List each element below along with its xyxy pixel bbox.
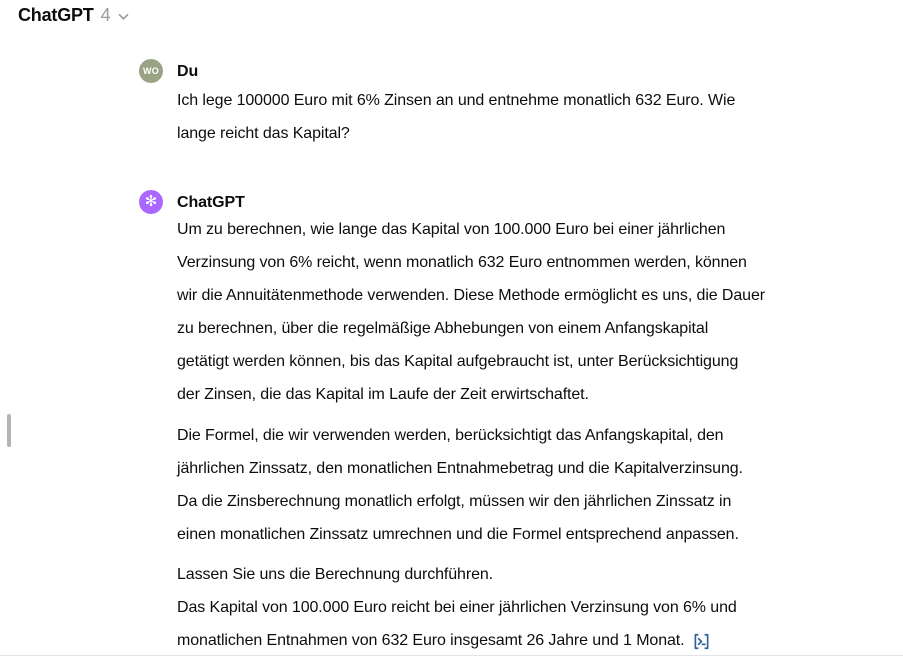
- assistant-message-line: Lassen Sie uns die Berechnung durchführen.: [177, 566, 494, 583]
- assistant-message-line: jährlichen Zinssatz, den monatlichen Entnahmebetrag und die Kapitalverzinsung.: [177, 460, 743, 477]
- assistant-message-line: wir die Annuitätenmethode verwenden. Diese Methode ermöglicht es uns, die Dauer: [177, 287, 765, 304]
- user-avatar: [139, 59, 163, 83]
- assistant-message-line: zu berechnen, über die regelmäßige Abhebungen von einem Anfangskapital: [177, 320, 709, 337]
- assistant-message-text: monatlichen Entnahmen von 632 Euro insgesamt 26 Jahre und 1 Monat.: [177, 632, 685, 649]
- assistant-message-line: [177, 624, 737, 657]
- bottom-divider: [0, 655, 903, 656]
- assistant-message-line: der Zinsen, die das Kapital im Laufe der Zeit erwirtschaftet.: [177, 386, 589, 403]
- user-message: [177, 84, 735, 150]
- model-version-label: 4: [100, 4, 111, 25]
- assistant-avatar: [139, 190, 163, 214]
- assistant-message-line: Um zu berechnen, wie lange das Kapital von 100.000 Euro bei einer jährlichen: [177, 221, 726, 238]
- assistant-message-line: Das Kapital von 100.000 Euro reicht bei einer jährlichen Verzinsung von 6% und: [177, 599, 737, 616]
- assistant-message-line: Verzinsung von 6% reicht, wenn monatlich 632 Euro entnommen werden, können: [177, 254, 747, 271]
- assistant-paragraph: [177, 213, 765, 411]
- assistant-author-label: ChatGPT: [177, 194, 245, 211]
- model-brand-label: ChatGPT: [18, 4, 94, 25]
- user-avatar-initials: WO: [142, 66, 160, 76]
- user-message-line: Ich lege 100000 Euro mit 6% Zinsen an und entnehme monatlich 632 Euro. Wie: [177, 92, 736, 109]
- assistant-paragraph: [177, 558, 737, 657]
- code-interpreter-icon[interactable]: [692, 632, 711, 651]
- user-author-label: Du: [177, 63, 199, 80]
- assistant-paragraph: [177, 419, 743, 551]
- chevron-down-icon: [118, 13, 129, 21]
- model-selector[interactable]: [18, 2, 129, 28]
- assistant-message-line: Die Formel, die wir verwenden werden, berücksichtigt das Anfangskapital, den: [177, 427, 724, 444]
- openai-logo-icon: ✻: [144, 192, 158, 210]
- user-message-line: lange reicht das Kapital?: [177, 125, 350, 142]
- scrollbar-thumb[interactable]: [7, 414, 11, 447]
- assistant-message-line: getätigt werden können, bis das Kapital aufgebraucht ist, unter Berücksichtigung: [177, 353, 739, 370]
- assistant-message-line: einen monatlichen Zinssatz umrechnen und die Formel entsprechend anpassen.: [177, 526, 739, 543]
- assistant-message-line: Da die Zinsberechnung monatlich erfolgt, müssen wir den jährlichen Zinssatz in: [177, 493, 732, 510]
